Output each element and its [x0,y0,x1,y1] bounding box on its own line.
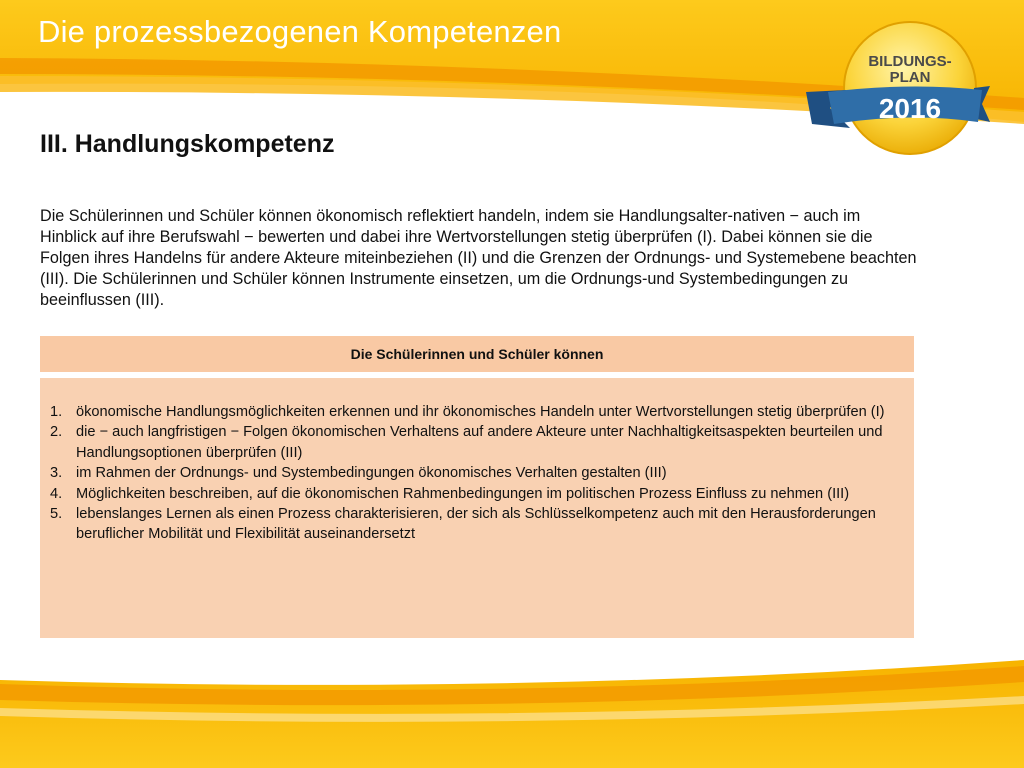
list-item-number: 2. [50,424,63,441]
list-item [50,484,904,504]
table-header [40,336,914,372]
list-item-text: Möglichkeiten beschreiben, auf die ökonomischen Rahmenbedingungen im politischen Prozess Einfluss zu nehmen (III) [76,485,850,502]
section-heading: III. Handlungskompetenz [40,130,335,158]
intro-paragraph: Die Schülerinnen und Schüler können ökonomisch reflektiert handeln, indem sie Handlungsalter-nativen − auch im Hinblick auf ihre Berufswahl − bewerten und dabei ihre Wertvorstellungen stetig überprüfen (I). Dabei können sie die Folgen ihres Handelns für andere Akteure miteinbeziehen (II) und die Grenzen der Ordnungs- und Systemebene beachten (III). Die Schülerinnen und Schüler können Instrumente einsetzen, um die Ordnungs-und Systembedingungen zu beeinflussen (III). [40,207,917,309]
list-item-number: 1. [50,404,63,420]
list-item [50,463,904,483]
footer-band [0,646,1024,768]
list-item-text: die − auch langfristigen − Folgen ökonomischen Verhaltens auf andere Akteure unter Nachhaltigkeitsaspekten beurteilen und Handlungsoptionen überprüfen (III) [76,424,883,461]
competency-list [50,402,904,545]
badge-line1: BILDUNGS- [868,53,952,70]
list-item [50,402,904,422]
badge-line2: PLAN [889,69,931,86]
list-item-number: 5. [50,506,63,523]
list-item-text: lebenslanges Lernen als einen Prozess charakterisieren, der sich als Schlüsselkompetenz auch mit den Herausforderungen beruflicher Mobilität und Flexibilität auseinandersetzt [76,506,876,543]
slide-title: Die prozessbezogenen Kompetenzen [38,14,562,49]
table-body [40,378,914,638]
badge-year: 2016 [878,93,942,124]
list-item-number: 3. [50,465,63,482]
list-item [50,422,904,463]
bildungsplan-badge [806,18,990,158]
table-header-label: Die Schülerinnen und Schüler können [350,346,604,362]
list-item-text: ökonomische Handlungsmöglichkeiten erkennen und ihr ökonomisches Handeln unter Wertvorstellungen stetig überprüfen (I) [76,404,885,420]
list-item [50,504,904,545]
list-item-number: 4. [50,485,63,502]
list-item-text: im Rahmen der Ordnungs- und Systembedingungen ökonomisches Verhalten gestalten (III) [76,465,667,482]
